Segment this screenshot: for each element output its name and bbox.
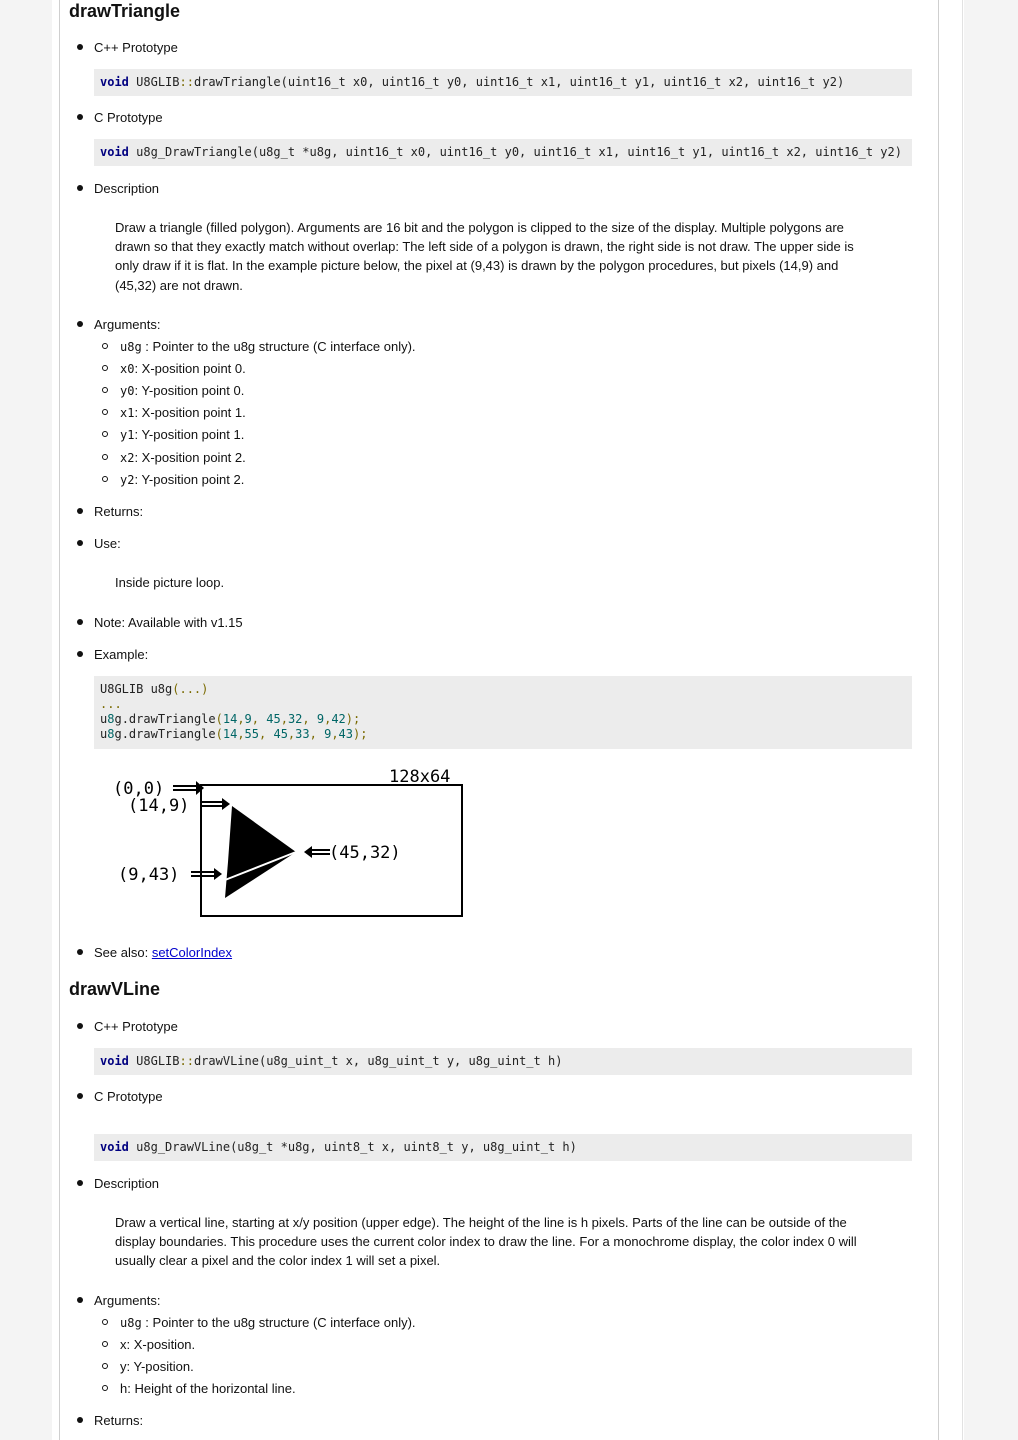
cpp-prototype-label: C++ Prototype (94, 40, 178, 55)
example-code-block (94, 676, 912, 749)
display-size-label: 128x64 (389, 767, 451, 787)
arguments-label: Arguments: (94, 317, 161, 332)
origin-label: (0,0) (113, 779, 165, 799)
section-title-drawtriangle: drawTriangle (69, 1, 181, 21)
bullet (77, 1180, 83, 1186)
cpp-prototype-label: C++ Prototype (94, 1019, 178, 1034)
argument-item: u8g : Pointer to the u8g structure (C interface only). (120, 1315, 416, 1330)
note-text: Note: Available with v1.15 (94, 615, 243, 630)
c-prototype-label: C Prototype (94, 110, 163, 125)
argument-item: x1: X-position point 1. (120, 405, 246, 420)
bullet (77, 321, 83, 327)
code-line: u8g.drawTriangle(14,55, 45,33, 9,43); (100, 727, 368, 741)
argument-item: u8g : Pointer to the u8g structure (C interface only). (120, 339, 416, 354)
bullet (77, 1023, 83, 1029)
page-border-right (938, 0, 939, 1440)
use-label: Use: (94, 536, 121, 551)
c-prototype-code: void u8g_DrawVLine(u8g_t *u8g, uint8_t x, uint8_t y, u8g_uint_t h) (94, 1134, 912, 1161)
description-line: (45,32) are not drawn. (115, 277, 243, 293)
argument-item: x0: X-position point 0. (120, 361, 246, 376)
sub-bullet (102, 1319, 108, 1325)
see-also-label: See also: (94, 945, 152, 960)
see-also (94, 945, 232, 960)
bullet (77, 651, 83, 657)
description-label: Description (94, 181, 160, 196)
point1-label: (14,9) (128, 796, 190, 816)
description-text (115, 1213, 875, 1271)
description-line: Draw a triangle (filled polygon). Arguments are 16 bit and the polygon is clipped to the size of the display. Multiple polygons are (115, 220, 844, 235)
point3-label: (9,43) (118, 865, 180, 885)
code-line: U8GLIB u8g(...) (100, 682, 209, 696)
sub-bullet (102, 1385, 108, 1391)
argument-item: h: Height of the horizontal line. (120, 1381, 296, 1396)
argument-item: x2: X-position point 2. (120, 450, 246, 465)
bullet (77, 1417, 83, 1423)
bullet (77, 44, 83, 50)
point2-label: (45,32) (329, 843, 401, 863)
returns-label: Returns: (94, 504, 144, 519)
returns-label: Returns: (94, 1413, 144, 1428)
argument-item: x: X-position. (120, 1337, 196, 1352)
sub-bullet (102, 476, 108, 482)
description-text (115, 218, 875, 295)
code-line: ... (100, 697, 122, 711)
c-prototype-label: C Prototype (94, 1089, 163, 1104)
bullet (77, 540, 83, 546)
bullet (77, 1297, 83, 1303)
description-line: only draw if it is flat. In the example picture below, the pixel at (9,43) is drawn by the polygon procedures, but pixels (14,9) and (115, 258, 839, 274)
sub-bullet (102, 431, 108, 437)
triangle-example-figure (108, 762, 468, 922)
see-also-link[interactable]: setColorIndex (151, 945, 233, 960)
arguments-label: Arguments: (94, 1293, 161, 1308)
bullet (77, 185, 83, 191)
bullet (77, 508, 83, 514)
use-text: Inside picture loop. (115, 575, 225, 590)
argument-item: y: Y-position. (120, 1359, 194, 1374)
description-line: Draw a vertical line, starting at x/y position (upper edge). The height of the line is h pixels. Parts of the line can be outside of the (115, 1215, 847, 1230)
example-label: Example: (94, 647, 149, 662)
code-line: u8g.drawTriangle(14,9, 45,32, 9,42); (100, 712, 361, 726)
bullet (77, 1093, 83, 1099)
argument-item: y2: Y-position point 2. (120, 472, 245, 487)
document-page (52, 0, 964, 1440)
description-line: usually clear a pixel and the color index 1 will set a pixel. (115, 1253, 441, 1269)
bullet (77, 949, 83, 955)
argument-item: y0: Y-position point 0. (120, 383, 245, 398)
sub-bullet (102, 343, 108, 349)
description-label: Description (94, 1176, 160, 1191)
description-line: display boundaries. This procedure uses the current color index to draw the line. For a monochrome display, the color index 0 will (115, 1234, 857, 1250)
sub-bullet (102, 1363, 108, 1369)
description-line: drawn so that they exactly match without overlap: The left side of a polygon is drawn, the right side is not draw. The upper side is (115, 239, 854, 255)
bullet (77, 114, 83, 120)
page-border-left (59, 0, 60, 1440)
section-title-drawvline: drawVLine (69, 979, 161, 999)
sub-bullet (102, 1341, 108, 1347)
sub-bullet (102, 387, 108, 393)
sub-bullet (102, 454, 108, 460)
page-border-outer (962, 0, 963, 1440)
sub-bullet (102, 409, 108, 415)
bullet (77, 619, 83, 625)
sub-bullet (102, 365, 108, 371)
argument-item: y1: Y-position point 1. (120, 427, 245, 442)
cpp-prototype-code: void U8GLIB::drawTriangle(uint16_t x0, uint16_t y0, uint16_t x1, uint16_t y1, uint16_t x2, uint16_t y2) (94, 69, 912, 96)
c-prototype-code: void u8g_DrawTriangle(u8g_t *u8g, uint16_t x0, uint16_t y0, uint16_t x1, uint16_t y1, uint16_t x2, uint16_t y2) (94, 139, 912, 166)
cpp-prototype-code: void U8GLIB::drawVLine(u8g_uint_t x, u8g_uint_t y, u8g_uint_t h) (94, 1048, 912, 1075)
